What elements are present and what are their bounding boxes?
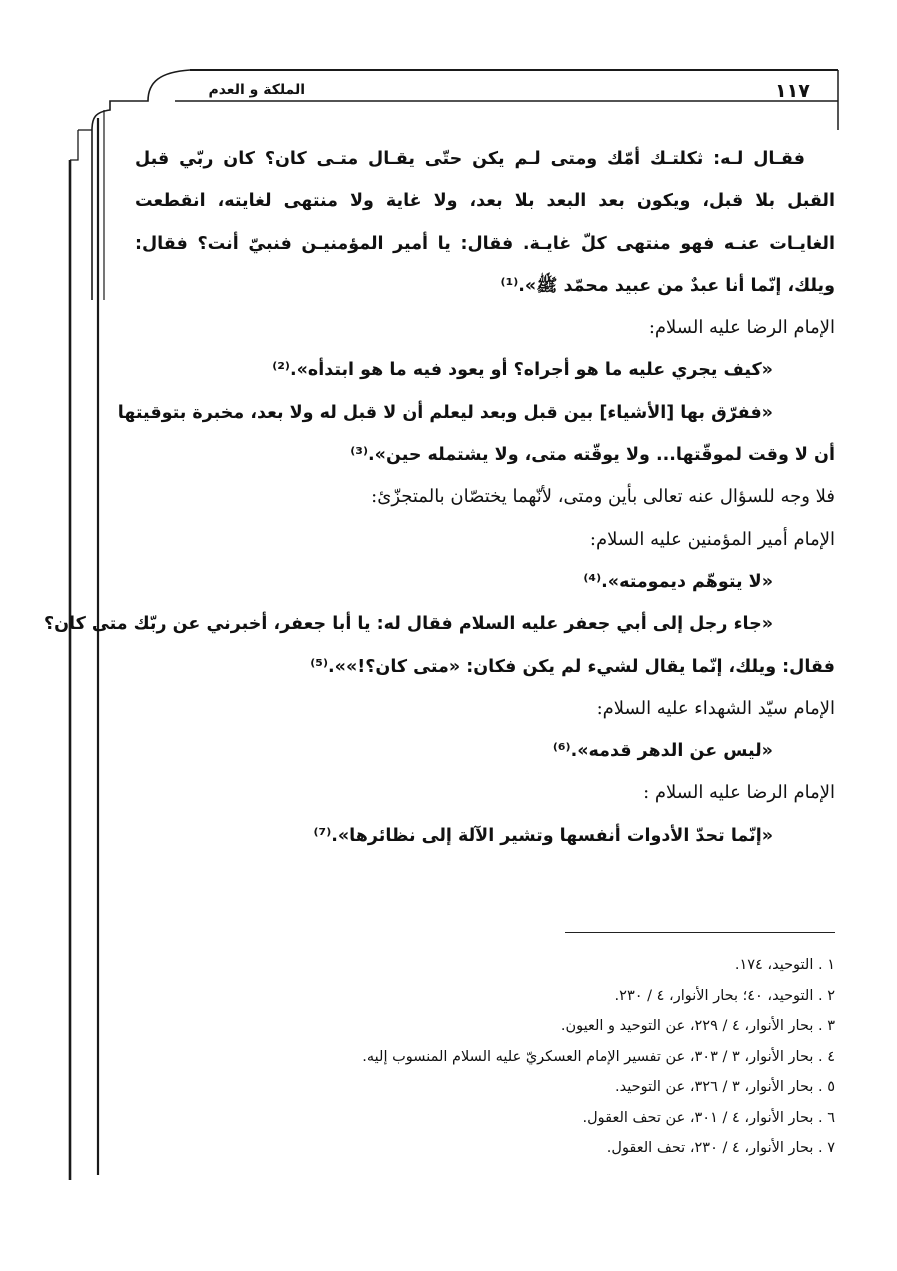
quote-line: «إنّما تحدّ الأدوات أنفسها وتشير الآلة إلى نظائرها».⁽⁷⁾	[313, 825, 773, 846]
footnote: ١ . التوحيد، ١٧٤.	[734, 957, 835, 973]
quote-line: «كيف يجري عليه ما هو أجراه؟ أو يعود فيه ما هو ابتدأه».⁽²⁾	[272, 360, 773, 381]
footnote: ٥ . بحار الأنوار، ٣ / ٣٢٦، عن التوحيد.	[615, 1079, 835, 1095]
text-line: فلا وجه للسؤال عنه تعالى بأين ومتى، لأنّهما يختصّان بالمتجزّئ:	[371, 486, 835, 508]
source-heading: الإمام أمير المؤمنين عليه السلام:	[589, 528, 835, 550]
text-line: ويلك، إنّما أنا عبدٌ من عبيد محمّد ﷺ».⁽¹⁾	[500, 275, 835, 296]
quote-line: «لا يتوهّم ديمومته».⁽⁴⁾	[583, 571, 773, 592]
main-text	[43, 138, 835, 857]
quote-line: «ففرّق بها [الأشياء] بين قبل وبعد ليعلم أن لا قبل له ولا بعد، مخبرة بتوقيتها	[117, 402, 773, 423]
footnote: ٧ . بحار الأنوار، ٤ / ٢٣٠، تحف العقول.	[606, 1140, 835, 1156]
source-heading: الإمام الرضا عليه السلام:	[648, 317, 835, 339]
quote-line: أن لا وقت لموقّتها... ولا يوقّته متى، ولا يشتمله حين».⁽³⁾	[350, 445, 835, 466]
chapter-title: الملكة و العدم	[208, 82, 305, 98]
text-line: القبل بلا قبل، ويكون بعد البعد بلا بعد، ولا غاية ولا منتهى لغايته، انقطعت	[135, 191, 835, 212]
text-line: فقـال لـه: ثكلتـك أمّك ومتى لـم يكن حتّى يقـال متـى كان؟ كان ربّي قبل	[135, 149, 805, 169]
quote-line: «ليس عن الدهر قدمه».⁽⁶⁾	[552, 741, 773, 762]
footnote: ٤ . بحار الأنوار، ٣ / ٣٠٣، عن تفسير الإمام العسكريّ عليه السلام المنسوب إليه.	[362, 1048, 835, 1065]
footnotes	[300, 950, 835, 1164]
footnote: ٢ . التوحيد، ٤٠؛ بحار الأنوار، ٤ / ٢٣٠.	[614, 987, 835, 1004]
footnote: ٦ . بحار الأنوار، ٤ / ٣٠١، عن تحف العقول.	[582, 1109, 835, 1126]
footnote-separator	[565, 932, 835, 933]
source-heading: الإمام الرضا عليه السلام :	[643, 782, 835, 804]
quote-line: فقال: ويلك، إنّما يقال لشيء لم يكن فكان: «متى كان؟!»».⁽⁵⁾	[310, 656, 835, 677]
footnote: ٣ . بحار الأنوار، ٤ / ٢٢٩، عن التوحيد و العيون.	[560, 1018, 835, 1034]
quote-line: «جاء رجل إلى أبي جعفر عليه السلام فقال له: يا أبا جعفر، أخبرني عن ربّك متى كان؟	[43, 614, 773, 635]
source-heading: الإمام سيّد الشهداء عليه السلام:	[596, 697, 835, 719]
page-number: ١١٧	[775, 80, 810, 102]
text-line: الغايـات عنـه فهو منتهى كلّ غايـة. فقال: يا أمير المؤمنيـن فنبيّ أنت؟ فقال:	[135, 233, 835, 254]
